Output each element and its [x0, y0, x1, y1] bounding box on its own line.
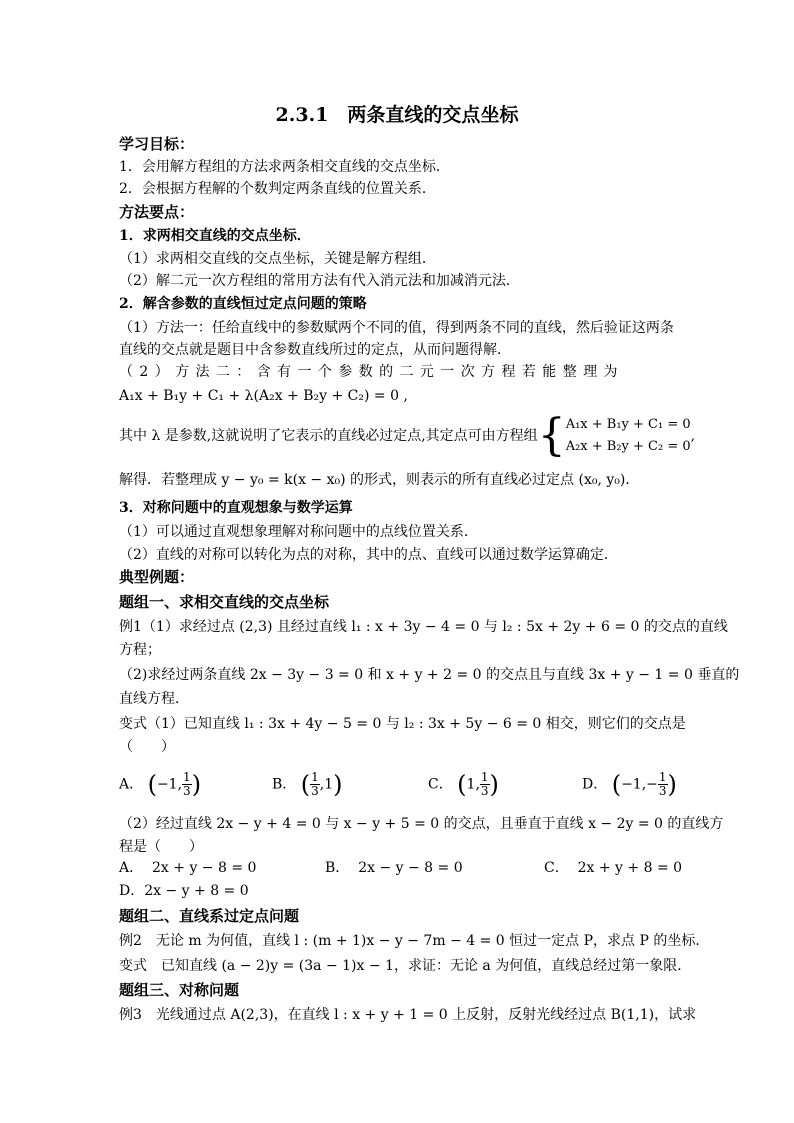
method-2-b-system-line [119, 410, 696, 462]
fraction-one-third: $\frac{1}{3}$ [480, 770, 489, 798]
option-b-label: B． [272, 776, 297, 793]
variant-2-option-c: C． 2x + y + 8 = 0 [544, 860, 683, 876]
group-2-heading: 题组二、直线系过定点问题 [119, 907, 300, 925]
fraction-one-third: $\frac{1}{3}$ [311, 770, 319, 798]
option-d-label: D． [582, 776, 608, 793]
variant-3: 变式 已知直线 (a − 2)y = (3a − 1)x − 1，求证：无论 a 为何值，直线总经过第一象限． [119, 958, 692, 974]
method-3-title: 3．对称问题中的直观想象与数学运算 [119, 500, 353, 516]
option-a-label: A． [119, 776, 144, 793]
variant-1-line2: （ ） [119, 739, 175, 755]
variant-2-line1: （2）经过直线 2x − y + 4 = 0 与 x − y + 5 = 0 的交点，且垂直于直线 x − 2y = 0 的直线方 [119, 816, 724, 832]
method-2-b-line1: （2）方法二：含有一个参数的二元一次方程若能整理为 [119, 364, 624, 380]
method-2-b-system-text: 其中 λ 是参数,这就说明了它表示的直线必过定点,其定点可由方程组 [119, 428, 538, 444]
method-2-a-line1: （1）方法一：任给直线中的参数赋两个不同的值，得到两条不同的直线，然后验证这两条 [119, 320, 674, 336]
group-3-heading: 题组三、对称问题 [119, 981, 240, 999]
system-brace: { [537, 410, 566, 461]
method-3-a: （1）可以通过直观想象理解对称问题中的点线位置关系． [119, 524, 478, 540]
example-1-a-line1: 例1（1）求经过点 (2,3) 且经过直线 l₁ : x + 3y − 4 = 0 与 l₂ : 5x + 2y + 6 = 0 的交点的直线 [119, 619, 728, 635]
method-2-a-line2: 直线的交点就是题目中含参数直线所过的定点，从而问题得解． [119, 342, 511, 358]
variant-2-option-b: B． 2x − y − 8 = 0 [325, 860, 463, 876]
variant-1-line1: 变式（1）已知直线 l₁ : 3x + 4y − 5 = 0 与 l₂ : 3x + 5y − 6 = 0 相交，则它们的交点是 [119, 716, 686, 732]
method-1-b: （2）解二元一次方程组的常用方法有代入消元法和加减消元法． [119, 273, 520, 289]
system-comma: , [690, 428, 696, 444]
example-1-b-line2: 直线方程． [119, 691, 189, 707]
example-3: 例3 光线通过点 A(2,3)，在直线 l : x + y + 1 = 0 上反射，反射光线经过点 B(1,1)，试求 [119, 1007, 697, 1023]
examples-heading: 典型例题： [119, 568, 195, 586]
system-eq-1: A₁x + B₁y + C₁ = 0 [565, 417, 691, 432]
option-c: C． (1, $\frac{1}{3}$ ) [428, 770, 499, 799]
method-1-title: 1．求两相交直线的交点坐标． [119, 228, 311, 244]
option-c-label: C． [428, 776, 453, 793]
method-2-title: 2．解含参数的直线恒过定点问题的策略 [119, 296, 367, 312]
variant-2-option-a: A． 2x + y − 8 = 0 [119, 860, 257, 876]
goal-1: 1．会用解方程组的方法求两条相交直线的交点坐标． [119, 159, 450, 175]
fraction-one-third: $\frac{1}{3}$ [183, 770, 191, 798]
variant-2-line2: 程是（ ） [119, 839, 203, 855]
example-1-b-line1: （2)求经过两条直线 2x − 3y − 3 = 0 和 x + y + 2 = 0 的交点且与直线 3x + y − 1 = 0 垂直的 [119, 667, 740, 683]
example-2: 例2 无论 m 为何值，直线 l : (m + 1)x − y − 7m − 4 = 0 恒过一定点 P，求点 P 的坐标． [119, 933, 710, 949]
group-1-heading: 题组一、求相交直线的交点坐标 [119, 593, 330, 611]
option-a: A． (−1, $\frac{1}{3}$ ) [119, 770, 202, 799]
variant-2-option-d: D．2x − y + 8 = 0 [119, 883, 249, 899]
method-2-b-equation: A₁x + B₁y + C₁ + λ(A₂x + B₂y + C₂) = 0 , [119, 388, 408, 404]
equation-system [566, 414, 691, 458]
methods-heading: 方法要点： [119, 203, 195, 221]
option-b: B． ( $\frac{1}{3}$ ,1) [272, 770, 343, 799]
system-eq-2: A₂x + B₂y + C₂ = 0 [565, 439, 691, 454]
fraction-one-third: $\frac{1}{3}$ [658, 770, 667, 798]
goal-2: 2．会根据方程解的个数判定两条直线的位置关系． [119, 181, 436, 197]
option-d: D． (−1,− $\frac{1}{3}$ ) [582, 770, 677, 799]
goals-heading: 学习目标： [119, 135, 195, 153]
method-2-b-line4: 解得．若整理成 y − y₀ = k(x − x₀) 的形式，则表示的所有直线必过定点 (x₀, y₀)． [119, 472, 640, 488]
method-1-a: （1）求两相交直线的交点坐标，关键是解方程组． [119, 251, 436, 267]
page-title: 2.3.1 两条直线的交点坐标 [275, 104, 519, 126]
example-1-a-line2: 方程； [119, 642, 161, 658]
method-3-b: （2）直线的对称可以转化为点的对称，其中的点、直线可以通过数学运算确定． [119, 547, 618, 563]
